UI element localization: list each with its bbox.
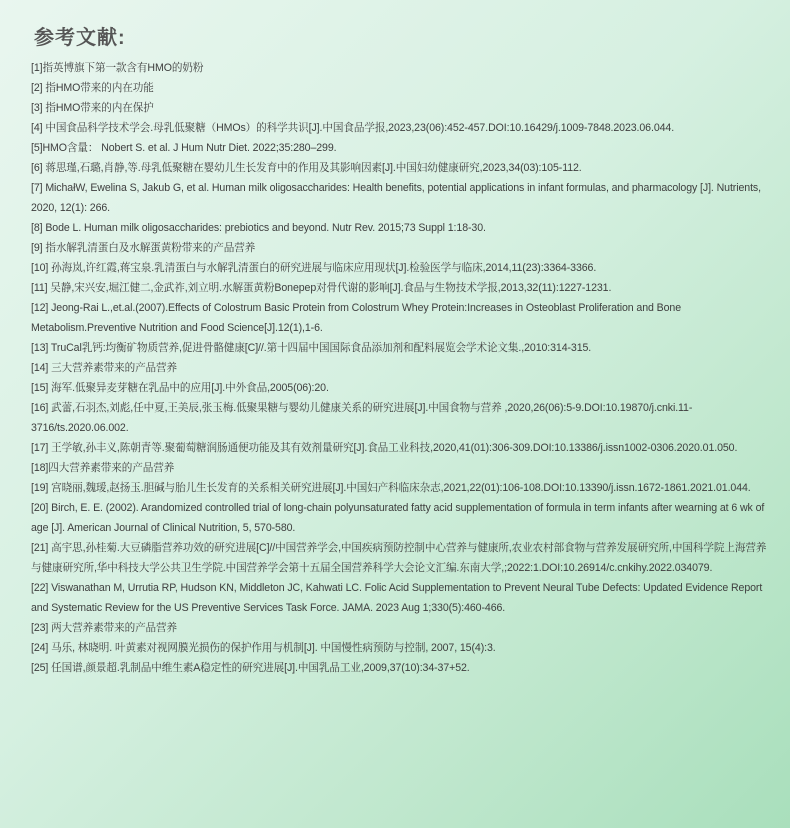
reference-item: [21] 高宇思,孙桂菊.大豆磷脂营养功效的研究进展[C]//中国营养学会,中国疾病预防控制中心营养与健康所,农业农村部食物与营养发展研究所,中国科学院上海营养与健康研究所,华中科技大学公共卫生学院.中国营养学会第十五届全国营养科学大会论文汇编.东南大学,;2022:1.DOI:10.26914/c.cnkihy.2022.034079. — [31, 542, 767, 574]
reference-item: [11] 吴静,宋兴安,堀江健二,金武祚,刘立明.水解蛋黄粉Bonepep对骨代谢的影响[J].食品与生物技术学报,2013,32(11):1227-1231. — [31, 282, 612, 294]
reference-item: [3] 指HMO带来的内在保护 — [31, 102, 154, 114]
reference-item: [5]HMO含量： Nobert S. et al. J Hum Nutr Diet. 2022;35:280–299. — [31, 142, 337, 154]
reference-item: [23] 两大营养素带来的产品营养 — [31, 622, 178, 634]
reference-item: [12] Jeong-Rai L.,et.al.(2007).Effects of Colostrum Basic Protein from Colostrum Whey Protein:Increases in Osteoblast Proliferation and Bone Metabolism.Preventive Nutrition and Food Science[J].12(1),1-6. — [31, 302, 681, 334]
reference-item: [9] 指水解乳清蛋白及水解蛋黄粉带来的产品营养 — [31, 242, 256, 254]
reference-list — [31, 58, 768, 678]
reference-item: [1]指英博旗下第一款含有HMO的奶粉 — [31, 62, 204, 74]
reference-item: [13] TruCal乳钙:均衡矿物质营养,促进骨骼健康[C]//.第十四届中国国际食品添加剂和配料展览会学术论文集.,2010:314-315. — [31, 342, 592, 354]
reference-item: [20] Birch, E. E. (2002). Arandomized controlled trial of long-chain polyunsaturated fatty acid supplementation of formula in term infants after wearning at 6 wk of age [J]. American Journal of Clinical Nutrition, 5, 570-580. — [31, 502, 765, 534]
reference-item: [14] 三大营养素带来的产品营养 — [31, 362, 178, 374]
reference-item: [7] MichałW, Ewelina S, Jakub G, et al. Human milk oligosaccharides: Health benefits, potential applications in infant formulas, and pharmacology [J]. Nutrients, 2020, 12(1): 266. — [31, 182, 761, 214]
reference-item: [22] Viswanathan M, Urrutia RP, Hudson KN, Middleton JC, Kahwati LC. Folic Acid Supplementation to Prevent Neural Tube Defects: Updated Evidence Report and Systematic Review for the US Preventive Services Task Force. JAMA. 2023 Aug 1;330(5):460-466. — [31, 582, 763, 614]
reference-item: [18]四大营养素带来的产品营养 — [31, 462, 175, 474]
reference-item: [6] 蒋思瑾,石璐,肖静,等.母乳低聚糖在婴幼儿生长发育中的作用及其影响因素[J].中国妇幼健康研究,2023,34(03):105-112. — [31, 162, 582, 174]
reference-item: [25] 任国谱,颜景超.乳制品中维生素A稳定性的研究进展[J].中国乳品工业,2009,37(10):34-37+52. — [31, 662, 470, 674]
reference-item: [10] 孙海岚,许红霞,蒋宝泉.乳清蛋白与水解乳清蛋白的研究进展与临床应用现状[J].检验医学与临床,2014,11(23):3364-3366. — [31, 262, 597, 274]
reference-item: [2] 指HMO带来的内在功能 — [31, 82, 154, 94]
reference-item: [19] 宫晓丽,魏瑷,赵扬玉.胆碱与胎儿生长发育的关系相关研究进展[J].中国妇产科临床杂志,2021,22(01):106-108.DOI:10.13390/j.issn.1672-1861.2021.01.044. — [31, 482, 751, 494]
reference-item: [8] Bode L. Human milk oligosaccharides: prebiotics and beyond. Nutr Rev. 2015;73 Suppl 1:18-30. — [31, 222, 486, 234]
reference-item: [15] 海军.低聚异麦芽糖在乳品中的应用[J].中外食品,2005(06):20. — [31, 382, 329, 394]
references-title: 参考文献: — [34, 27, 126, 49]
reference-item: [24] 马乐, 林晓明. 叶黄素对视网膜光损伤的保护作用与机制[J]. 中国慢性病预防与控制, 2007, 15(4):3. — [31, 642, 496, 654]
reference-item: [16] 武蕾,石羽杰,刘彪,任中夏,王美辰,张玉梅.低聚果糖与婴幼儿健康关系的研究进展[J].中国食物与营养 ,2020,26(06):5-9.DOI:10.19870/j.cnki.11-3716/ts.2020.06.002. — [31, 402, 693, 434]
reference-item: [17] 王学敏,孙丰义,陈朝青等.聚葡萄糖润肠通便功能及其有效剂量研究[J].食品工业科技,2020,41(01):306-309.DOI:10.13386/j.issn1002-0306.2020.01.050. — [31, 442, 738, 454]
reference-item: [4] 中国食品科学技术学会.母乳低聚糖（HMOs）的科学共识[J].中国食品学报,2023,23(06):452-457.DOI:10.16429/j.1009-7848.2023.06.044. — [31, 122, 675, 134]
